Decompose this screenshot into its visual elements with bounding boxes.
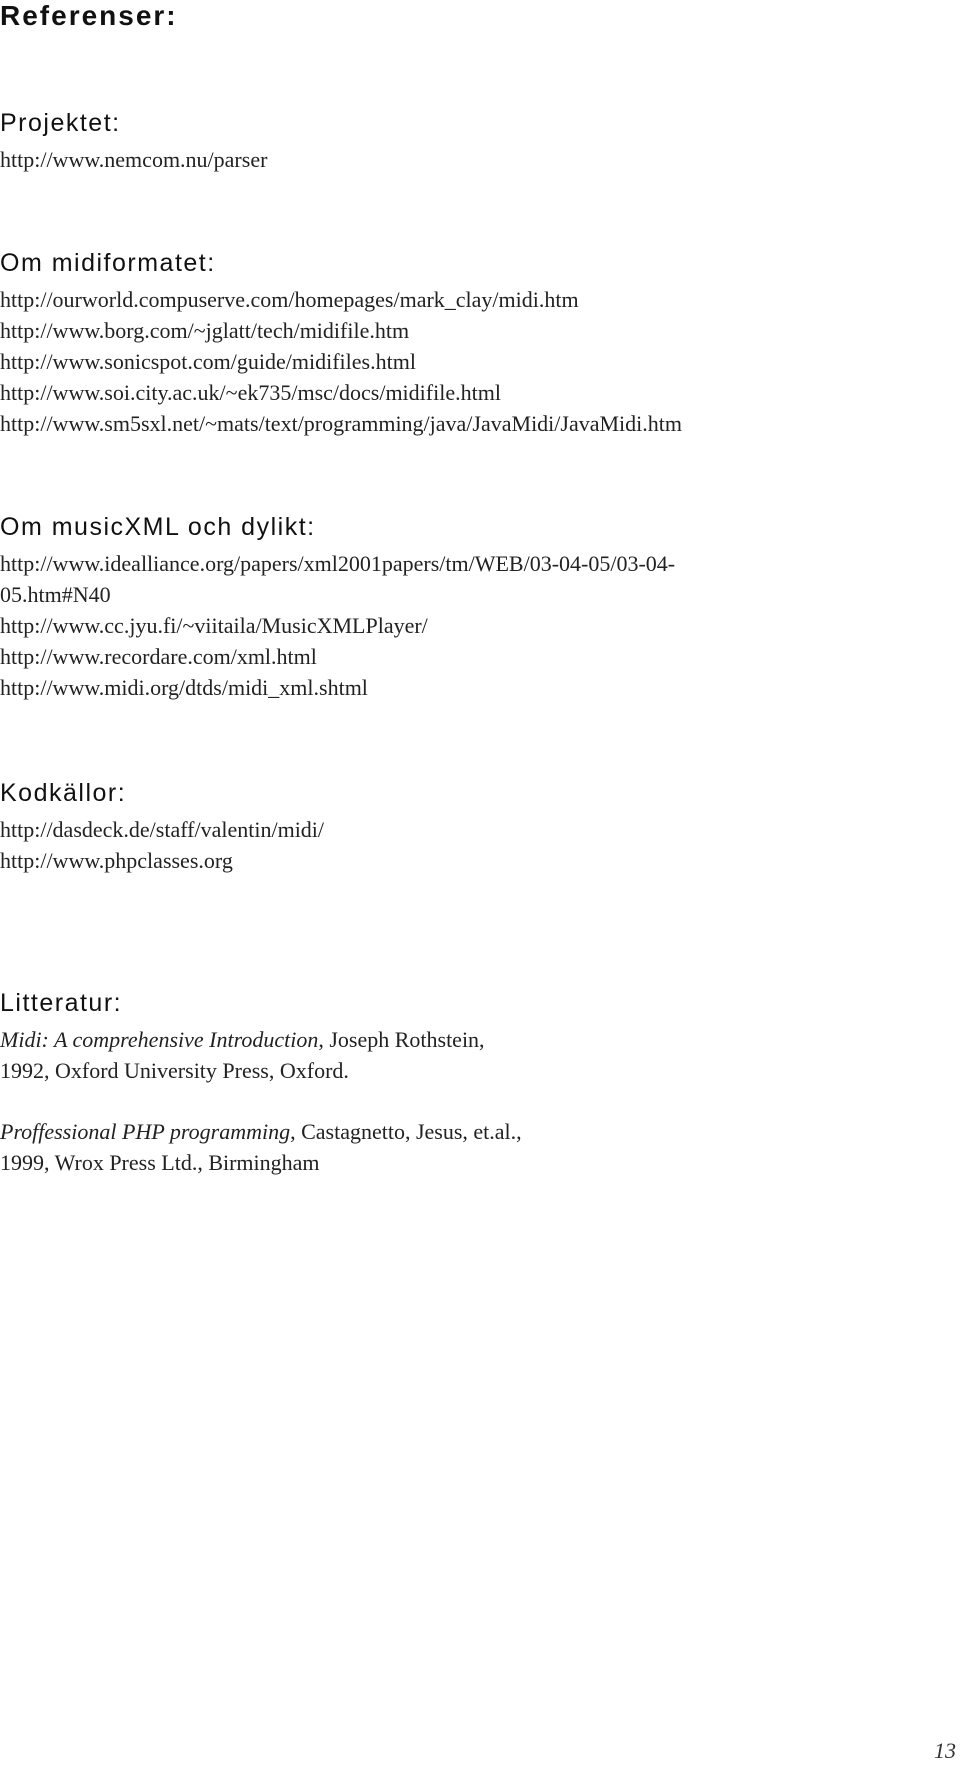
link-list-midiformatet [0, 284, 950, 439]
section-heading-projektet: Projektet: [0, 109, 121, 137]
literature-title: Proffessional PHP programming [0, 1119, 291, 1144]
literature-entry [0, 1116, 950, 1178]
link-list-musicxml [0, 548, 950, 703]
section-midiformatet [0, 248, 950, 439]
literature-title: Midi: A comprehensive Introduction [0, 1027, 319, 1052]
reference-link: http://www.sonicspot.com/guide/midifiles.html [0, 349, 416, 374]
section-musicxml [0, 512, 950, 703]
literature-author: , Castagnetto, Jesus, et.al., [290, 1119, 522, 1144]
section-projektet [0, 108, 950, 175]
link-list-projektet [0, 144, 950, 175]
reference-link: http://www.nemcom.nu/parser [0, 147, 268, 172]
literature-entry [0, 1024, 950, 1086]
reference-link: http://www.idealliance.org/papers/xml2001papers/tm/WEB/03-04-05/03-04- [0, 551, 676, 576]
reference-link: http://ourworld.compuserve.com/homepages/mark_clay/midi.htm [0, 287, 579, 312]
page-title: Referenser: [0, 0, 178, 31]
reference-link: http://www.midi.org/dtds/midi_xml.shtml [0, 675, 368, 700]
literature-publication: 1999, Wrox Press Ltd., Birmingham [0, 1150, 320, 1175]
literature-entry-line [0, 1024, 950, 1055]
section-litteratur [0, 988, 950, 1178]
section-heading-musicxml: Om musicXML och dylikt: [0, 513, 316, 541]
reference-link-continuation: 05.htm#N40 [0, 582, 111, 607]
reference-link: http://www.sm5sxl.net/~mats/text/programming/java/JavaMidi/JavaMidi.htm [0, 411, 683, 436]
reference-link: http://www.recordare.com/xml.html [0, 644, 317, 669]
section-heading-litteratur: Litteratur: [0, 989, 123, 1017]
literature-author: , Joseph Rothstein, [318, 1027, 485, 1052]
reference-link: http://www.borg.com/~jglatt/tech/midifile.htm [0, 318, 410, 343]
literature-entry-line [0, 1116, 950, 1147]
reference-link: http://www.soi.city.ac.uk/~ek735/msc/docs/midifile.html [0, 380, 501, 405]
page-number: 13 [934, 1738, 956, 1763]
section-heading-kodkallor: Kodkällor: [0, 779, 127, 807]
reference-link: http://dasdeck.de/staff/valentin/midi/ [0, 817, 325, 842]
section-kodkallor [0, 778, 950, 876]
reference-link: http://www.phpclasses.org [0, 848, 233, 873]
reference-link: http://www.cc.jyu.fi/~viitaila/MusicXMLPlayer/ [0, 613, 428, 638]
link-list-kodkallor [0, 814, 950, 876]
section-heading-midiformatet: Om midiformatet: [0, 249, 216, 277]
literature-publication: 1992, Oxford University Press, Oxford. [0, 1058, 349, 1083]
